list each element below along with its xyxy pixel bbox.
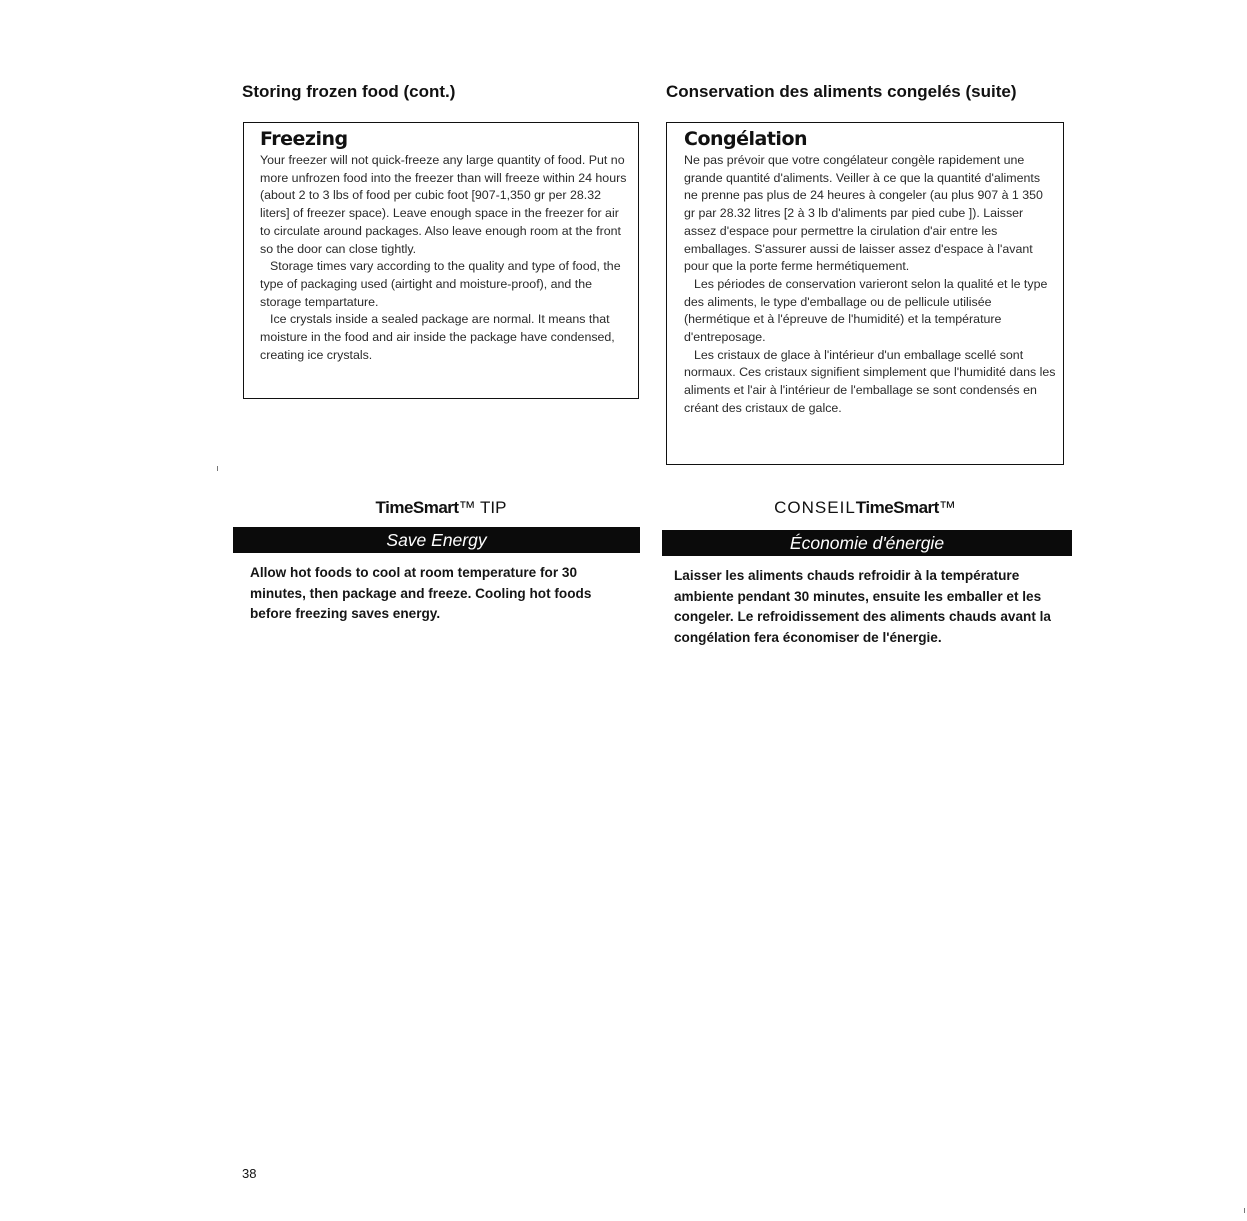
save-energy-text: Allow hot foods to cool at room temperature for 30 minutes, then package and freeze. Cooling hot foods before freezing saves energy. bbox=[250, 565, 592, 621]
congelation-paragraph-1: Ne pas prévoir que votre congélateur congèle rapidement une grande quantité d'aliments. Veiller à ce que la quantité d'aliments ne prenne pas plus de 24 heures à congeler (au plus 907 à 1 350 gr par 28.32 litres [2 à 3 lb d'aliments par pied cube ]). Laisser assez d'espace pour permettre la cirulation d'air entre les emballages. S'assurer aussi de laisser assez d'espace à l'avant pour que la porte ferme hermétiquement. bbox=[684, 153, 1043, 274]
economie-energie-banner: Économie d'énergie bbox=[662, 530, 1072, 556]
page-number: 38 bbox=[242, 1166, 257, 1181]
freezing-paragraph-1: Your freezer will not quick-freeze any large quantity of food. Put no more unfrozen food into the freezer than will freeze within 24 hours (about 2 to 3 lbs of food per cubic foot [907-1,350 gr per 28.32 liters] of freezer space). Leave enough space in the freezer for air to circulate around packages. Also leave enough room at the front so the door can close tightly. bbox=[260, 153, 627, 256]
economie-energie-text: Laisser les aliments chauds refroidir à la température ambiente pendant 30 minutes, ensuite les emballer et les congeler. Le refroidissement des aliments chauds avant la congélation fera économiser de l'énergie. bbox=[674, 568, 1051, 645]
save-energy-banner: Save Energy bbox=[233, 527, 640, 553]
freezing-title: Freezing bbox=[260, 128, 348, 150]
conseil-label: CONSEIL bbox=[774, 498, 856, 517]
freezing-box bbox=[243, 122, 639, 399]
congelation-paragraph-2: Les périodes de conservation varieront selon la qualité et le type des aliments, le type d'emballage ou de pellicule utilisée (hermétique et à l'épreuve de l'humidité) et la température d'entreposage. bbox=[684, 276, 1048, 345]
timesmart-brand: TimeSmart bbox=[375, 498, 459, 517]
conseil-brand: TimeSmart bbox=[855, 498, 939, 517]
conseil-timesmart-title bbox=[666, 498, 1064, 518]
freezing-paragraph-2: Storage times vary according to the quality and type of food, the type of packaging used (airtight and moisture-proof), and the storage tempartature. bbox=[260, 259, 621, 309]
freezing-paragraph-3: Ice crystals inside a sealed package are normal. It means that moisture in the food and air inside the package have condensed, creating ice crystals. bbox=[260, 312, 615, 362]
right-section-heading: Conservation des aliments congelés (suite) bbox=[666, 82, 1017, 101]
tip-label: ™ TIP bbox=[458, 498, 507, 517]
left-section-heading: Storing frozen food (cont.) bbox=[242, 82, 456, 101]
timesmart-tip-title bbox=[243, 498, 639, 518]
trademark: ™ bbox=[938, 498, 956, 517]
scan-mark bbox=[217, 466, 218, 471]
congelation-paragraph-3: Les cristaux de glace à l'intérieur d'un emballage scellé sont normaux. Ces cristaux signifient simplement que l'humidité dans les aliments et l'air à l'intérieur de l'emballage se sont condensés en créant des cristaux de galce. bbox=[684, 347, 1056, 415]
congelation-title: Congélation bbox=[684, 128, 808, 150]
congelation-box bbox=[666, 122, 1064, 465]
scan-mark bbox=[1244, 1208, 1245, 1213]
